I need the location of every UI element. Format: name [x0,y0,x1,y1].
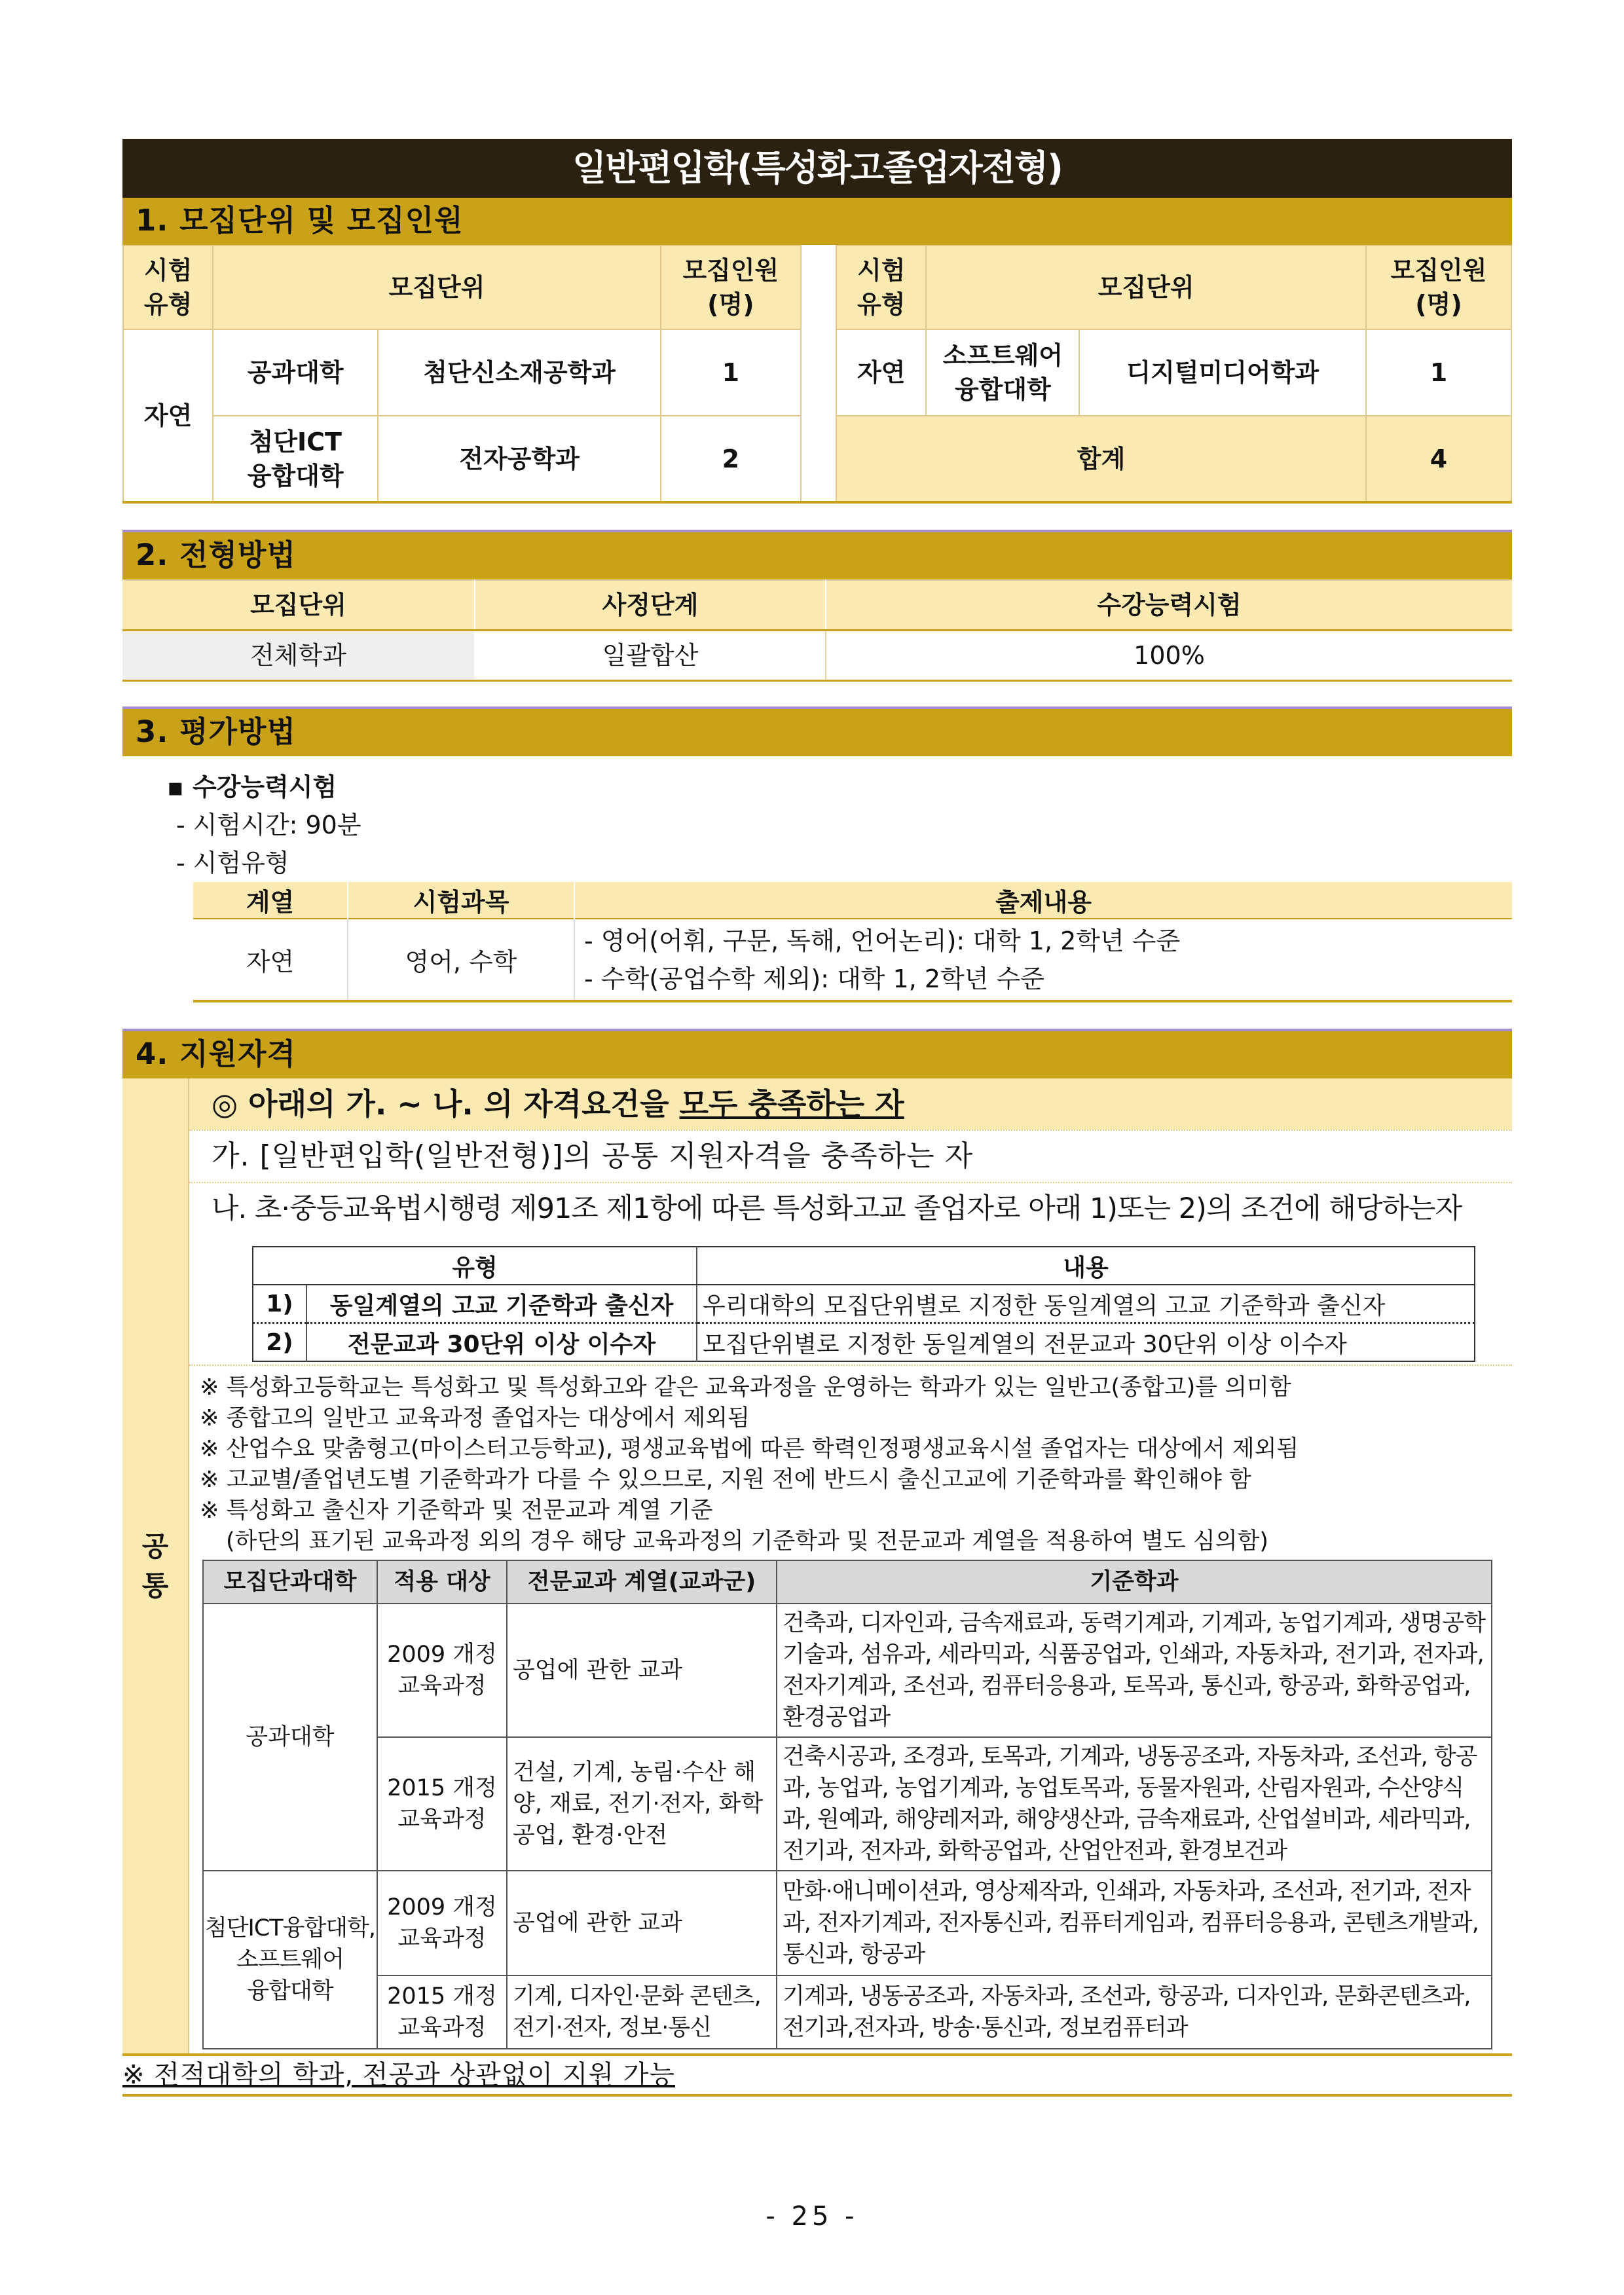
qual-no: 1) [253,1285,306,1323]
dept-cell: 전자공학과 [378,416,661,502]
exam-type-label: - 시험유형 [176,849,289,877]
col-count: 모집인원 (명) [661,246,801,329]
college-cell: 첨단ICT 융합대학 [213,416,378,502]
notes-block [189,1365,1512,1557]
standard-dept-table [202,1560,1492,2049]
requirement-na: 나. 초·중등교육법시행령 제91조 제1항에 따른 특성화고교 졸업자로 아래 1)또는 2)의 조건에 해당하는자 [189,1182,1512,1234]
dept-cell-right: 디지털미디어학과 [1079,329,1366,416]
footer-note [122,2056,1512,2097]
college-cell: 공과대학 [213,329,378,416]
title-prefix: ◎ 아래의 가. ~ 나. 의 자격요건을 [212,1086,680,1122]
eligibility-title [189,1078,1512,1129]
content-math: - 수학(공업수학 제외): 대학 1, 2학년 수준 [584,964,1044,993]
selection-method-table [122,579,1512,682]
depts-cell: 만화·애니메이션과, 영상제작과, 인쇄과, 자동차과, 조선과, 전기과, 전자과, 전자기계과, 전자통신과, 컴퓨터게임과, 컴퓨터응용과, 콘텐츠개발과, 통신과, 항공과 [777,1871,1492,1975]
col-exam-type-right: 시험 유형 [836,246,926,329]
college-cell: 공과대학 [203,1604,377,1871]
dept-cell: 첨단신소재공학과 [378,329,661,416]
note-line: ※ 특성화고 출신자 기준학과 및 전문교과 계열 기준 [200,1497,713,1524]
col-unit-right: 모집단위 [926,246,1366,329]
header-content: 내용 [697,1247,1475,1285]
depts-cell: 건축과, 디자인과, 금속재료과, 동력기계과, 기계과, 농업기계과, 생명공학기술과, 섬유과, 세라믹과, 식품공업과, 인쇄과, 자동차과, 전기과, 전자과, 전자기계과, 조선과, 컴퓨터응용과, 토목과, 통신과, 항공과, 화학공업과, 환경공업과 [777,1604,1492,1737]
side-char: 공 [141,1530,169,1562]
eligibility-main [189,1078,1512,2053]
requirement-ga: 가. [일반편입학(일반전형)]의 공통 지원자격을 충족하는 자 [189,1129,1512,1182]
document-page [122,139,1512,2097]
side-char: 통 [141,1569,169,1602]
type-cell-right: 자연 [836,329,926,416]
table-gap [801,416,836,502]
field-cell: 공업에 관한 교과 [507,1604,777,1737]
total-value: 4 [1366,416,1511,502]
header-exam: 수강능력시험 [826,580,1512,631]
page-title: 일반편입학(특성화고졸업자전형) [122,139,1512,198]
common-side-label [122,1078,189,2053]
note-line: ※ 고교별/졸업년도별 기준학과가 다를 수 있으므로, 지원 전에 반드시 출신고교에 기준학과를 확인해야 함 [200,1467,1251,1493]
cell-unit: 전체학과 [122,631,475,681]
page-number: - 25 - [766,2201,858,2231]
note-line: ※ 산업수요 맞춤형고(마이스터고등학교), 평생교육법에 따른 학력인정평생교육시설 졸업자는 대상에서 제외됨 [200,1436,1299,1462]
note-sub: (하단의 표기된 교육과정 외의 경우 해당 교육과정의 기준학과 및 전문교과 계열을 적용하여 별도 심의함) [226,1528,1268,1554]
type-cell: 자연 [123,329,213,502]
header-subjects: 시험과목 [348,882,574,919]
header-target: 적용 대상 [377,1560,507,1604]
cell-subjects: 영어, 수학 [348,919,574,1001]
header-type: 유형 [253,1247,697,1285]
section3-header: 3. 평가방법 [122,707,1512,756]
header-college: 모집단과대학 [203,1560,377,1604]
evaluation-body [122,756,1512,882]
note-line: ※ 종합고의 일반고 교육과정 졸업자는 대상에서 제외됨 [200,1405,750,1431]
college-cell: 첨단ICT융합대학, 소프트웨어 융합대학 [203,1871,377,2049]
target-cell: 2015 개정 교육과정 [377,1975,507,2049]
college-cell-right: 소프트웨어 융합대학 [926,329,1079,416]
depts-cell: 기계과, 냉동공조과, 자동차과, 조선과, 항공과, 디자인과, 문화콘텐츠과, 전기과,전자과, 방송·통신과, 정보컴퓨터과 [777,1975,1492,2049]
target-cell: 2015 개정 교육과정 [377,1737,507,1871]
qual-type: 전문교과 30단위 이상 이수자 [306,1323,697,1362]
header-content: 출제내용 [574,882,1512,919]
field-cell: 공업에 관한 교과 [507,1871,777,1975]
header-depts: 기준학과 [777,1560,1492,1604]
qual-content: 우리대학의 모집단위별로 지정한 동일계열의 고교 기준학과 출신자 [697,1285,1475,1323]
header-field: 전문교과 계열(교과군) [507,1560,777,1604]
col-count-right: 모집인원 (명) [1366,246,1511,329]
qual-type: 동일계열의 고교 기준학과 출신자 [306,1285,697,1323]
eligibility-block [122,1078,1512,2056]
header-stage: 사정단계 [475,580,826,631]
section1-header: 1. 모집단위 및 모집인원 [122,198,1512,245]
content-english: - 영어(어휘, 구문, 독해, 언어논리): 대학 1, 2학년 수준 [584,926,1181,955]
recruit-table [122,245,1512,504]
field-cell: 기계, 디자인·문화 콘텐츠, 전기·전자, 정보·통신 [507,1975,777,2049]
section2-header: 2. 전형방법 [122,530,1512,579]
section4-header: 4. 지원자격 [122,1029,1512,1078]
field-cell: 건설, 기계, 농림·수산 해양, 재료, 전기·전자, 화학 공업, 환경·안전 [507,1737,777,1871]
count-cell: 2 [661,416,801,502]
header-field: 계열 [193,882,348,919]
table-gap [801,246,836,329]
count-cell-right: 1 [1366,329,1511,416]
cell-ratio: 100% [826,631,1512,681]
qual-no: 2) [253,1323,306,1362]
cell-stage: 일괄합산 [475,631,826,681]
target-cell: 2009 개정 교육과정 [377,1871,507,1975]
qual-content: 모집단위별로 지정한 동일계열의 전문교과 30단위 이상 이수자 [703,1331,1347,1358]
table-gap [801,329,836,416]
exam-time: - 시험시간: 90분 [176,811,361,839]
col-exam-type: 시험 유형 [123,246,213,329]
note-line: ※ 특성화고등학교는 특성화고 및 특성화고와 같은 교육과정을 운영하는 학과가 있는 일반고(종합고)를 의미함 [200,1374,1291,1401]
exam-type-table [193,882,1512,1002]
col-unit: 모집단위 [213,246,661,329]
count-cell: 1 [661,329,801,416]
depts-cell: 건축시공과, 조경과, 토목과, 기계과, 냉동공조과, 자동차과, 조선과, 항공과, 농업과, 농업기계과, 농업토목과, 동물자원과, 산림자원과, 수산양식과, 원예과, 해양레저과, 해양생산과, 금속재료과, 산업설비과, 세라믹과, 전기과, 전자과, 화학공업과, 산업안전과, 환경보건과 [777,1737,1492,1871]
title-underlined: 모두 충족하는 자 [679,1086,904,1122]
footer-note-text: ※ 전적대학의 학과, 전공과 상관없이 지원 가능 [122,2060,676,2090]
qualification-table [252,1246,1475,1362]
cell-field: 자연 [193,919,348,1001]
target-cell: 2009 개정 교육과정 [377,1604,507,1737]
exam-bullet: ▪ 수강능력시험 [167,773,337,801]
total-label: 합계 [836,416,1366,502]
header-unit: 모집단위 [122,580,475,631]
cell-content [574,919,1512,1001]
